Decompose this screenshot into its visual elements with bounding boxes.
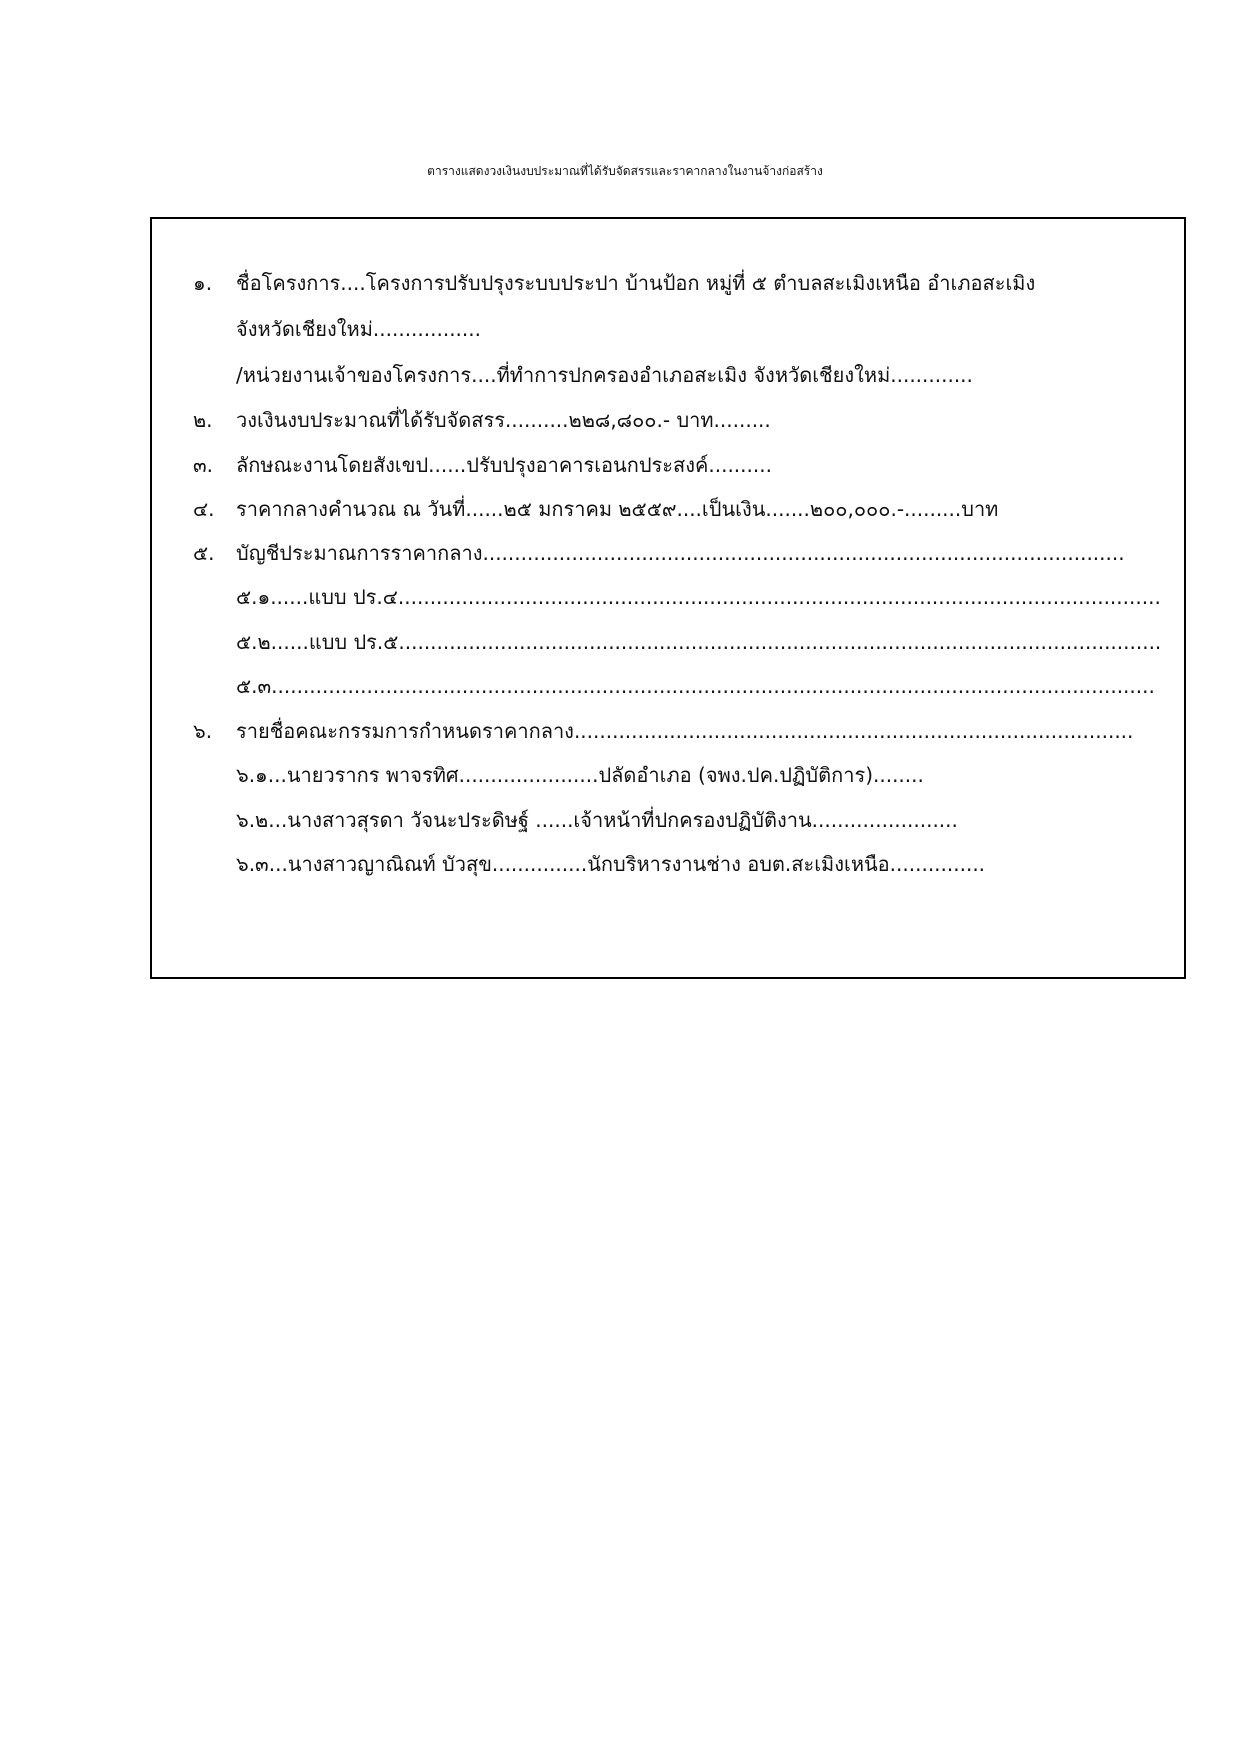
item-number-5: ๕. [193, 541, 215, 565]
estimate-item-5-1: ๕.๑......แบบ ปร.๔........................................................................................................................ [236, 585, 1161, 609]
project-owner-line: /หน่วยงานเจ้าของโครงการ....ที่ทำการปกครองอำเภอสะเมิง จังหวัดเชียงใหม่............. [236, 363, 973, 387]
estimate-item-5-2: ๕.๒......แบบ ปร.๕........................................................................................................................ [236, 630, 1162, 654]
budget-line: วงเงินงบประมาณที่ได้รับจัดสรร..........๒๒๘,๘๐๐.- บาท......... [236, 408, 771, 432]
committee-member-1: ๖.๑...นายวรากร พาจรทิศ......................ปลัดอำเภอ (จพง.ปค.ปฏิบัติการ)........ [236, 763, 924, 787]
median-price-line: ราคากลางคำนวณ ณ วันที่......๒๕ มกราคม ๒๕๕๙....เป็นเงิน.......๒๐๐,๐๐๐.-.........บาท [236, 497, 999, 521]
committee-member-2: ๖.๒...นางสาวสุรดา วัจนะประดิษฐ์ ......เจ้าหน้าที่ปกครองปฏิบัติงาน....................... [236, 808, 958, 832]
committee-member-3: ๖.๓...นางสาวญาณิณท์ บัวสุข...............นักบริหารงานช่าง อบต.สะเมิงเหนือ............... [236, 852, 986, 876]
item-number-1: ๑. [193, 271, 213, 295]
item-number-3: ๓. [193, 453, 214, 477]
work-description-line: ลักษณะงานโดยสังเขป......ปรับปรุงอาคารเอนกประสงค์.......... [236, 453, 772, 477]
estimate-item-5-3: ๕.๓........................................................................................................................................... [236, 674, 1155, 698]
estimate-list-line: บัญชีประมาณการราคากลาง..................................................................................................... [236, 541, 1125, 565]
project-name-line: ชื่อโครงการ....โครงการปรับปรุงระบบประปา บ้านป้อก หมู่ที่ ๕ ตำบลสะเมิงเหนือ อำเภอสะเมิง [236, 271, 1036, 295]
item-number-4: ๔. [193, 497, 215, 521]
item-number-6: ๖. [193, 719, 213, 743]
item-number-2: ๒. [193, 408, 213, 432]
committee-list-line: รายชื่อคณะกรรมการกำหนดราคากลาง........................................................................................ [236, 719, 1134, 743]
project-province-line: จังหวัดเชียงใหม่................. [236, 317, 481, 341]
document-title: ตารางแสดงวงเงินงบประมาณที่ได้รับจัดสรรและราคากลางในงานจ้างก่อสร้าง [427, 164, 823, 178]
